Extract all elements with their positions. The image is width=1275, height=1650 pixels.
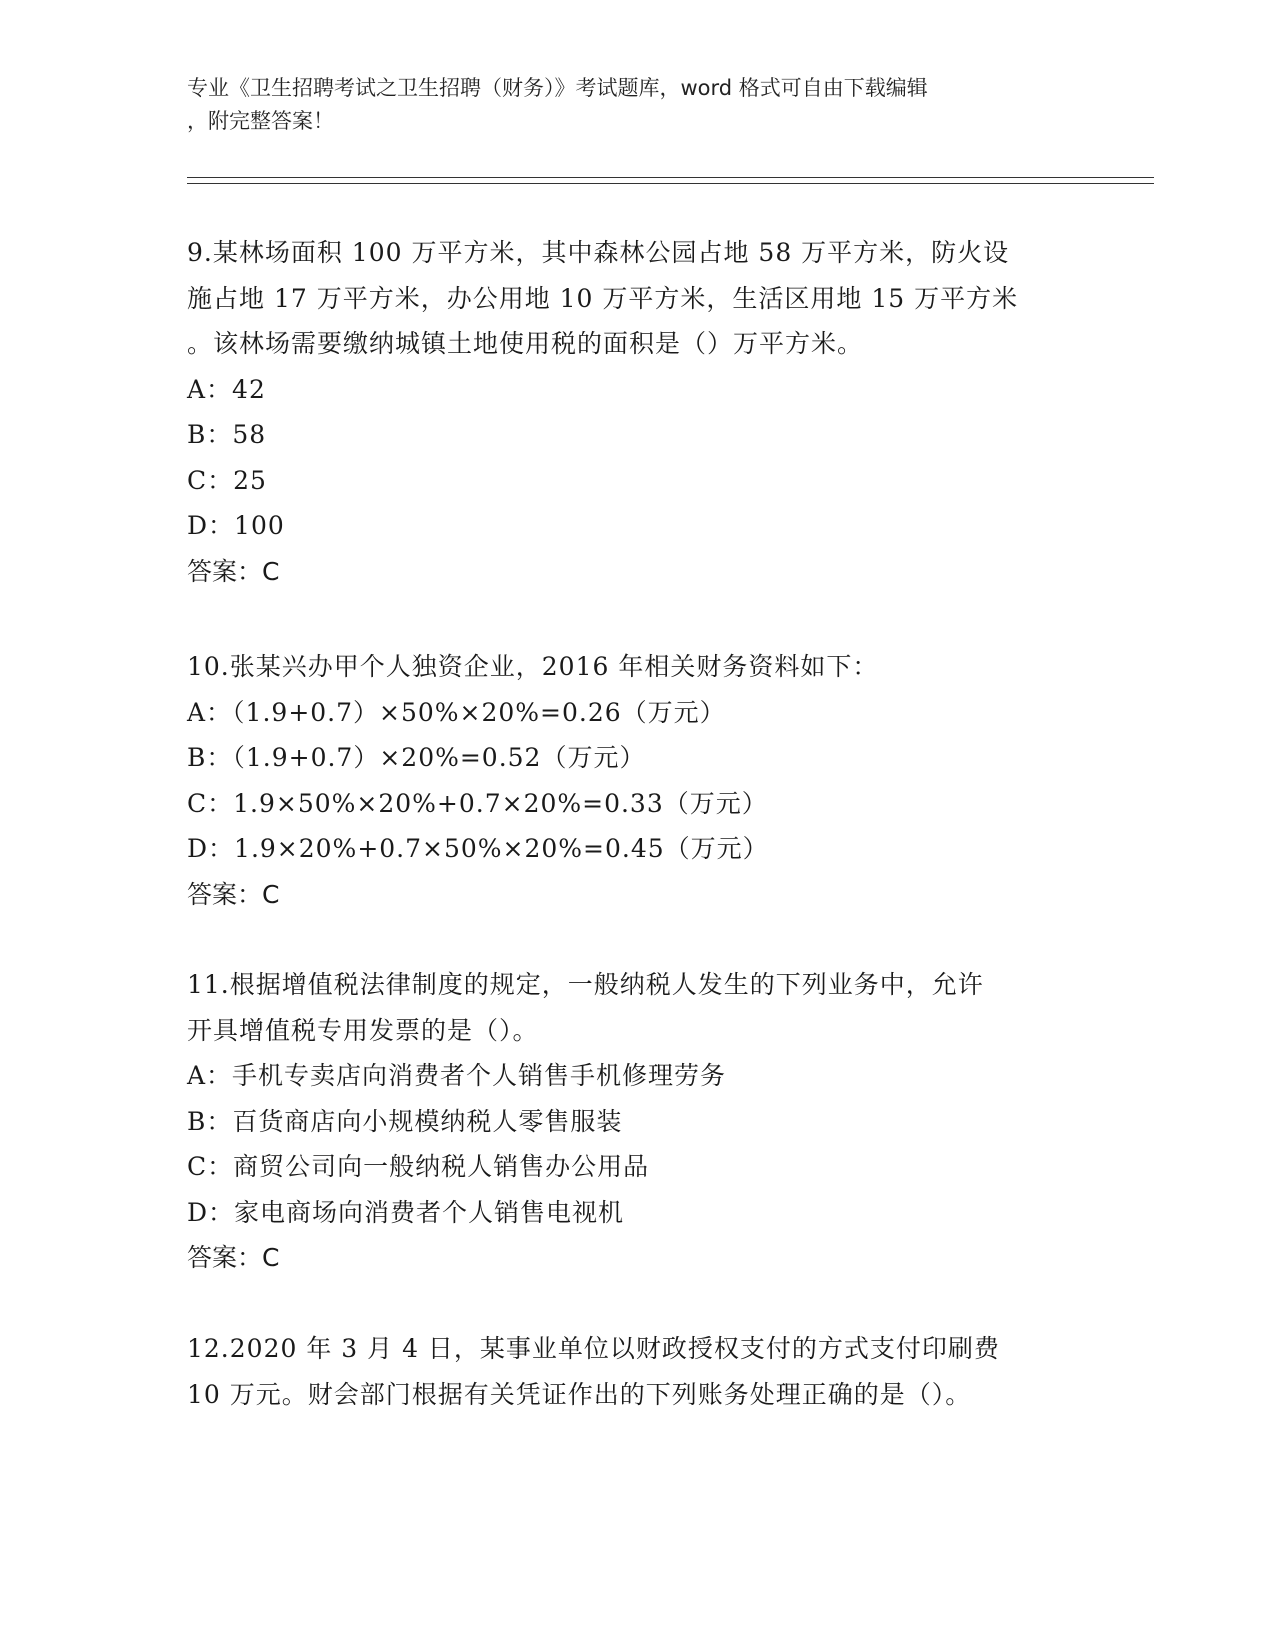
option-a: A：42	[187, 374, 266, 404]
answer-label: 答案：C	[187, 1243, 280, 1272]
option-c: C：1.9×50%×20%+0.7×20%=0.33（万元）	[187, 788, 768, 818]
header-rule-bottom	[187, 183, 1154, 184]
question-text-line: 。该林场需要缴纳城镇土地使用税的面积是（）万平方米。	[187, 329, 864, 358]
header-line-2: ，附完整答案！	[187, 109, 334, 133]
header-rule-top	[187, 177, 1154, 178]
question-text-line: 施占地 17 万平方米，办公用地 10 万平方米，生活区用地 15 万平方米	[187, 283, 1019, 313]
question-10	[187, 644, 1087, 917]
question-text-line: 10.张某兴办甲个人独资企业，2016 年相关财务资料如下：	[187, 652, 879, 681]
option-b: B：58	[187, 420, 267, 449]
option-c: C：25	[187, 465, 267, 495]
answer-label: 答案：C	[187, 879, 280, 909]
question-text-line: 开具增值税专用发票的是（）。	[187, 1015, 539, 1045]
question-text-line: 12.2020 年 3 月 4 日，某事业单位以财政授权支付的方式支付印刷费	[187, 1334, 1000, 1363]
question-9	[187, 230, 1087, 594]
question-12	[187, 1326, 1087, 1417]
question-text-line: 10 万元。财会部门根据有关凭证作出的下列账务处理正确的是（）。	[187, 1379, 972, 1409]
option-d: D：家电商场向消费者个人销售电视机	[187, 1197, 625, 1227]
document-header	[187, 72, 1067, 138]
question-11	[187, 962, 1087, 1281]
question-text-line: 9.某林场面积 100 万平方米，其中森林公园占地 58 万平方米，防火设	[187, 238, 1010, 267]
header-line-1: 专业《卫生招聘考试之卫生招聘（财务）》考试题库，word 格式可自由下载编辑	[187, 76, 928, 100]
option-d: D：1.9×20%+0.7×50%×20%=0.45（万元）	[187, 834, 769, 863]
option-a: A：手机专卖店向消费者个人销售手机修理劳务	[187, 1061, 727, 1090]
option-c: C：商贸公司向一般纳税人销售办公用品	[187, 1152, 650, 1181]
question-text-line: 11.根据增值税法律制度的规定，一般纳税人发生的下列业务中，允许	[187, 970, 984, 999]
answer-label: 答案：C	[187, 556, 280, 586]
option-a: A：（1.9+0.7）×50%×20%=0.26（万元）	[187, 697, 726, 727]
option-b: B：百货商店向小规模纳税人零售服装	[187, 1106, 623, 1136]
option-b: B：（1.9+0.7）×20%=0.52（万元）	[187, 743, 646, 772]
option-d: D：100	[187, 511, 285, 540]
